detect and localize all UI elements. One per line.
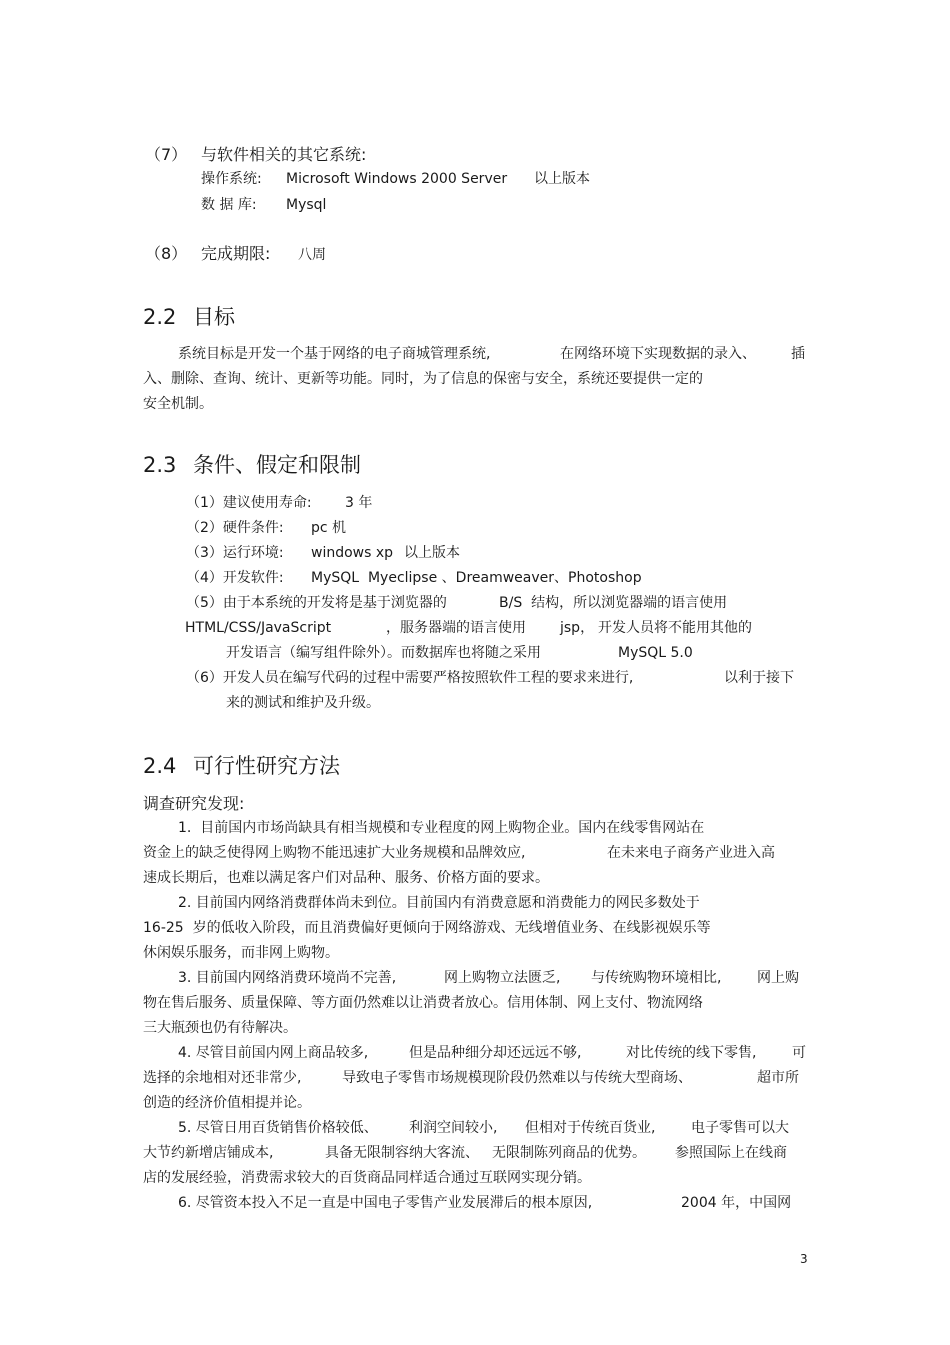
- p3-line-1b: 网上购物立法匮乏,: [444, 970, 561, 986]
- s23-l6c: jsp，: [560, 620, 595, 636]
- s23-l9a: 来的测试和维护及升级。: [226, 695, 380, 711]
- p3-line-3: 三大瓶颈也仍有待解决。: [143, 1020, 297, 1036]
- p4-line-1c: 对比传统的线下零售,: [626, 1045, 757, 1061]
- p1-line-2a: 资金上的缺乏使得网上购物不能迅速扩大业务规模和品牌效应,: [143, 845, 526, 861]
- p2-line-1: 2. 目前国内网络消费群体尚未到位。目前国内有消费意愿和消费能力的网民多数处于: [178, 895, 700, 911]
- p3-line-1a: 3. 目前国内网络消费环境尚不完善,: [178, 970, 397, 986]
- p5-line-3: 店的发展经验，消费需求较大的百货商品同样适合通过互联网实现分销。: [143, 1170, 591, 1186]
- p4-line-3: 创造的经济价值相提并论。: [143, 1095, 311, 1111]
- s23-l8b: 以利于接下: [724, 670, 794, 686]
- p5-line-1d: 电子零售可以大: [691, 1120, 789, 1136]
- s23-l3-label: （3）运行环境:: [186, 545, 284, 561]
- s22-line-3: 安全机制。: [143, 396, 213, 412]
- section-2-3-number: 2.3: [143, 453, 177, 477]
- p3-line-2: 物在售后服务、质量保障、等方面仍然难以让消费者放心。信用体制、网上支付、物流网络: [143, 995, 703, 1011]
- s23-l7a: 开发语言（编写组件除外）。而数据库也将随之采用: [226, 645, 541, 661]
- s23-l6b: ，服务器端的语言使用: [386, 620, 526, 636]
- s23-l8a: （6）开发人员在编写代码的过程中需要严格按照软件工程的要求来进行,: [186, 670, 634, 686]
- p4-line-2a: 选择的余地相对还非常少,: [143, 1070, 302, 1086]
- db-label: 数 据 库:: [201, 197, 257, 213]
- p1-line-2b: 在未来电子商务产业进入高: [607, 845, 775, 861]
- p5-line-2a: 大节约新增店铺成本,: [143, 1145, 274, 1161]
- p6-line-1b: 2004 年，中国网: [681, 1195, 792, 1211]
- os-label: 操作系统:: [201, 171, 262, 187]
- item-8-number: （8）: [145, 244, 188, 263]
- p2-line-2: 16-25 岁的低收入阶段，而且消费偏好更倾向于网络游戏、无线增值业务、在线影视娱乐等: [143, 920, 711, 936]
- p4-line-2b: 导致电子零售市场规模现阶段仍然难以与传统大型商场、: [342, 1070, 692, 1086]
- p1-line-1: 1. 目前国内市场尚缺具有相当规模和专业程度的网上购物企业。国内在线零售网站在: [178, 820, 705, 836]
- s23-l5b: B/S 结构，所以浏览器端的语言使用: [499, 595, 728, 611]
- s22-line-2: 入、删除、查询、统计、更新等功能。同时，为了信息的保密与安全，系统还要提供一定的: [143, 371, 703, 387]
- p5-line-1a: 5. 尽管日用百货销售价格较低、: [178, 1120, 378, 1136]
- s23-l3-value: windows xp: [311, 545, 394, 561]
- s23-l1-label: （1）建议使用寿命:: [186, 495, 312, 511]
- s22-line-1c: 插: [791, 346, 805, 362]
- p2-line-3: 休闲娱乐服务，而非网上购物。: [143, 945, 339, 961]
- s23-l3-suffix: 以上版本: [404, 545, 460, 561]
- section-2-2-title: 目标: [193, 305, 235, 329]
- item-7-number: （7）: [145, 145, 188, 164]
- item-8-title: 完成期限:: [201, 244, 271, 263]
- os-suffix: 以上版本: [534, 171, 590, 187]
- p6-line-1a: 6. 尽管资本投入不足一直是中国电子零售产业发展滞后的根本原因,: [178, 1195, 593, 1211]
- p1-line-3: 速成长期后，也难以满足客户们对品种、服务、价格方面的要求。: [143, 870, 549, 886]
- p5-line-2d: 参照国际上在线商: [675, 1145, 787, 1161]
- section-2-3-title: 条件、假定和限制: [193, 453, 361, 477]
- db-value: Mysql: [286, 197, 327, 213]
- s23-l6a: HTML/CSS/JavaScript: [185, 620, 332, 636]
- os-value: Microsoft Windows 2000 Server: [286, 171, 508, 187]
- s22-line-1a: 系统目标是开发一个基于网络的电子商城管理系统,: [178, 346, 491, 362]
- p5-line-2c: 无限制陈列商品的优势。: [492, 1145, 646, 1161]
- p3-line-1d: 网上购: [757, 970, 799, 986]
- s23-l1-value: 3 年: [345, 495, 373, 511]
- section-2-2-number: 2.2: [143, 305, 177, 329]
- p5-line-2b: 具备无限制容纳大客流、: [325, 1145, 479, 1161]
- p4-line-2c: 超市所: [757, 1070, 799, 1086]
- item-7-title: 与软件相关的其它系统:: [201, 145, 367, 164]
- s23-l4-value: MySQL Myeclipse 、Dreamweaver、Photoshop: [311, 570, 642, 586]
- s23-l4-label: （4）开发软件:: [186, 570, 284, 586]
- s24-subheading: 调查研究发现:: [143, 794, 245, 813]
- section-2-4-number: 2.4: [143, 754, 177, 778]
- item-8-value: 八周: [298, 247, 326, 263]
- p4-line-1a: 4. 尽管目前国内网上商品较多,: [178, 1045, 369, 1061]
- page-number: 3: [800, 1252, 808, 1266]
- p3-line-1c: 与传统购物环境相比,: [591, 970, 722, 986]
- p5-line-1b: 利润空间较小,: [409, 1120, 498, 1136]
- s23-l6d: 开发人员将不能用其他的: [598, 620, 752, 636]
- p5-line-1c: 但相对于传统百货业,: [525, 1120, 656, 1136]
- p4-line-1b: 但是品种细分却还远远不够,: [409, 1045, 582, 1061]
- p4-line-1d: 可: [792, 1045, 806, 1061]
- s23-l7b: MySQL 5.0: [618, 645, 693, 661]
- s23-l5a: （5）由于本系统的开发将是基于浏览器的: [186, 595, 447, 611]
- s23-l2-label: （2）硬件条件:: [186, 520, 284, 536]
- s23-l2-value: pc 机: [311, 520, 347, 536]
- s22-line-1b: 在网络环境下实现数据的录入、: [560, 346, 756, 362]
- section-2-4-title: 可行性研究方法: [193, 754, 340, 778]
